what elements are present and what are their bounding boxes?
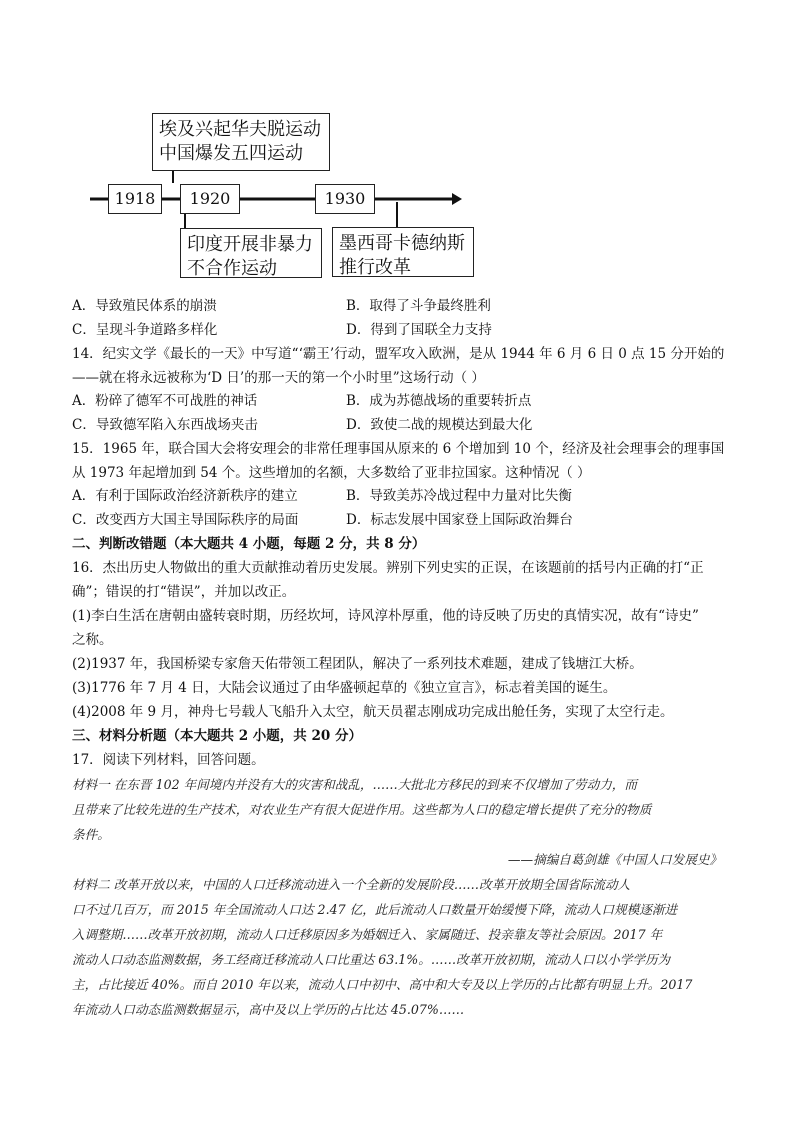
material1-line1: 材料一 在东晋 102 年间境内并没有大的灾害和战乱，……大批北方移民的到来不仅增加了劳动力，而 <box>72 777 637 792</box>
q13-option-b: B．取得了斗争最终胜利 <box>346 298 491 314</box>
q16-stem-line2: 确”；错误的打“错误”，并加以改正。 <box>72 584 296 600</box>
q14-stem-line1: 14．纪实文学《最长的一天》中写道“‘霸王’行动，盟军攻入欧洲，是从 1944 年 6 月 6 日 0 点 15 分开始的 <box>72 346 725 362</box>
material1-line2: 且带来了比较先进的生产技术，对农业生产有很大促进作用。这些都为人口的稳定增长提供了充分的物质 <box>72 802 652 817</box>
q17-stem: 17．阅读下列材料，回答问题。 <box>72 752 265 768</box>
event-box-egypt-china: 埃及兴起华夫脱运动 中国爆发五四运动 <box>152 113 330 171</box>
event-box-india: 印度开展非暴力 不合作运动 <box>180 228 322 278</box>
q15-option-a: A．有利于国际政治经济新秩序的建立 <box>72 488 298 504</box>
event-box-mexico: 墨西哥卡德纳斯 推行改革 <box>332 227 474 277</box>
q14-option-b: B．成为苏德战场的重要转折点 <box>346 393 532 409</box>
year-1930: 1930 <box>315 184 375 214</box>
q15-option-c: C．改变西方大国主导国际秩序的局面 <box>72 512 299 528</box>
q16-item3: (3)1776 年 7 月 4 日，大陆会议通过了由华盛顿起草的《独立宣言》，标志着美国的诞生。 <box>72 680 617 696</box>
q14-stem-line2: ——就在将永远被称为‘D 日’的那一天的第一个小时里”这场行动（ ） <box>72 370 485 386</box>
q13-option-d: D．得到了国联全力支持 <box>346 322 492 338</box>
year-1918: 1918 <box>108 184 162 214</box>
q13-option-a: A．导致殖民体系的崩溃 <box>72 298 217 314</box>
section2-heading: 二、判断改错题（本大题共 4 小题，每题 2 分，共 8 分） <box>72 536 426 552</box>
q16-item1-line1: (1)李白生活在唐朝由盛转衰时期，历经坎坷，诗风淳朴厚重，他的诗反映了历史的真情实况，故有“诗史” <box>72 608 699 624</box>
material2-line5: 主，占比接近 40%。而自 2010 年以来，流动人口中初中、高中和大专及以上学历的占比都有明显上升。2017 <box>72 977 693 992</box>
q16-item2: (2)1937 年，我国桥梁专家詹天佑带领工程团队，解决了一系列技术难题，建成了钱塘江大桥。 <box>72 656 643 672</box>
material2-line6: 年流动人口动态监测数据显示，高中及以上学历的占比达 45.07%…… <box>72 1002 465 1017</box>
year-1920: 1920 <box>180 184 240 214</box>
section3-heading: 三、材料分析题（本大题共 2 小题，共 20 分） <box>72 728 362 744</box>
q15-option-b: B．导致美苏冷战过程中力量对比失衡 <box>346 488 572 504</box>
material2-line4: 流动人口动态监测数据，务工经商迁移流动人口比重达 63.1%。……改革开放初期，流动人口以小学学历为 <box>72 952 671 967</box>
q16-item4: (4)2008 年 9 月，神舟七号载人飞船升入太空，航天员翟志刚成功完成出舱任务，实现了太空行走。 <box>72 704 674 720</box>
q16-item1-line2: 之称。 <box>72 632 113 648</box>
q14-option-c: C．导致德军陷入东西战场夹击 <box>72 417 258 433</box>
q14-option-a: A．粉碎了德军不可战胜的神话 <box>72 393 258 409</box>
q14-option-d: D．致使二战的规模达到最大化 <box>346 417 533 433</box>
material2-line1: 材料二 改革开放以来，中国的人口迁移流动进入一个全新的发展阶段……改革开放期全国省际流动人 <box>72 877 631 892</box>
material2-line2: 口不过几百万，而 2015 年全国流动人口达 2.47 亿，此后流动人口数量开始缓慢下降，流动人口规模逐渐进 <box>72 902 678 917</box>
q15-stem-line1: 15．1965 年，联合国大会将安理会的非常任理事国从原来的 6 个增加到 10 个，经济及社会理事会的理事国 <box>72 441 725 457</box>
material2-line3: 入调整期……改革开放初期，流动人口迁移原因多为婚姻迁入、家属随迁、投亲靠友等社会原因。2017 年 <box>72 927 663 942</box>
q15-option-d: D．标志发展中国家登上国际政治舞台 <box>346 512 573 528</box>
material1-source: ——摘编自葛剑雄《中国人口发展史》 <box>507 852 722 867</box>
q15-stem-line2: 从 1973 年起增加到 54 个。这些增加的名额，大多数给了亚非拉国家。这种情况（ ） <box>72 465 591 481</box>
q16-stem-line1: 16．杰出历史人物做出的重大贡献推动着历史发展。辨别下列史实的正误，在该题前的括号内正确的打“正 <box>72 560 704 576</box>
q13-option-c: C．呈现斗争道路多样化 <box>72 322 218 338</box>
material1-line3: 条件。 <box>72 827 110 842</box>
